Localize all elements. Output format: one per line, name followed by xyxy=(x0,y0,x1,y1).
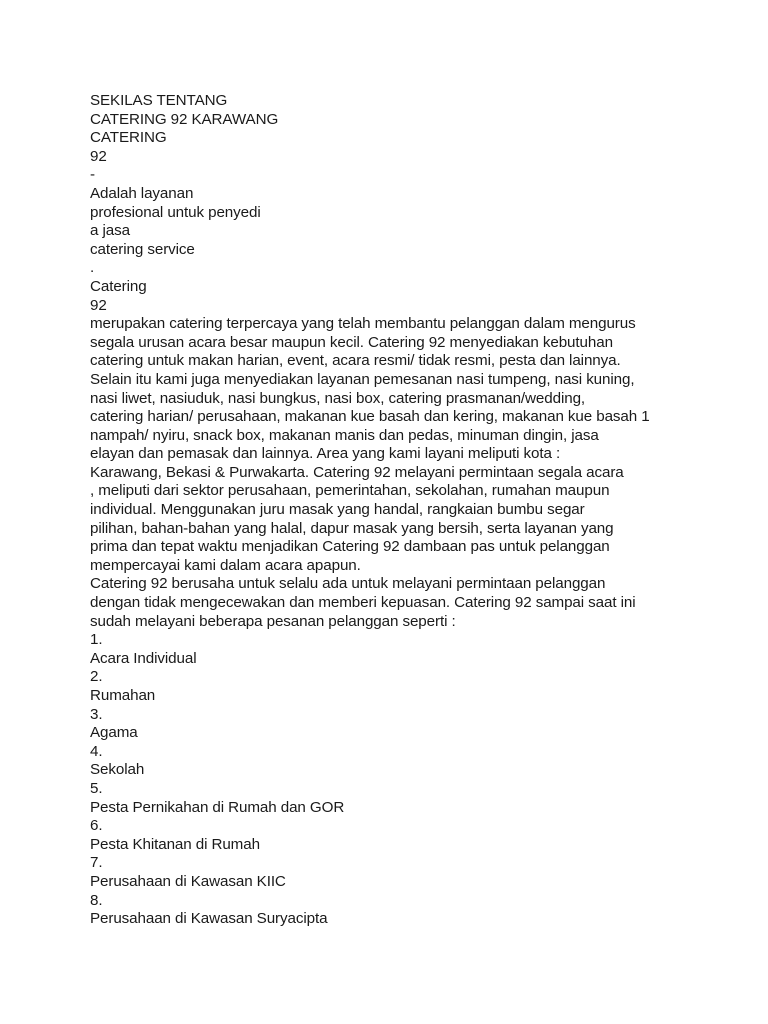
text-line: catering service xyxy=(90,240,195,258)
list-number: 4. xyxy=(90,742,103,760)
text-line: profesional untuk penyedi xyxy=(90,203,261,221)
list-number: 8. xyxy=(90,891,103,909)
paragraph-line: prima dan tepat waktu menjadikan Catering 92 dambaan pas untuk pelanggan xyxy=(90,538,610,556)
text-line: CATERING xyxy=(90,129,167,147)
list-item: Pesta Pernikahan di Rumah dan GOR xyxy=(90,798,345,816)
paragraph-line: catering harian/ perusahaan, makanan kue basah dan kering, makanan kue basah 1 xyxy=(90,408,650,426)
list-number: 1. xyxy=(90,631,103,649)
text-line: Adalah layanan xyxy=(90,184,194,202)
list-number: 5. xyxy=(90,779,103,797)
paragraph-line: Catering 92 berusaha untuk selalu ada untuk melayani permintaan pelanggan xyxy=(90,575,606,593)
paragraph-line: merupakan catering terpercaya yang telah membantu pelanggan dalam mengurus xyxy=(90,315,636,333)
paragraph-line: sudah melayani beberapa pesanan pelanggan seperti : xyxy=(90,612,456,630)
list-number: 3. xyxy=(90,705,103,723)
paragraph-line: pilihan, bahan-bahan yang halal, dapur masak yang bersih, serta layanan yang xyxy=(90,519,614,537)
section-heading: CATERING 92 KARAWANG xyxy=(90,110,279,128)
paragraph-line: , meliputi dari sektor perusahaan, pemerintahan, sekolahan, rumahan maupun xyxy=(90,482,610,500)
paragraph-line: elayan dan pemasak dan lainnya. Area yang kami layani meliputi kota : xyxy=(90,445,561,463)
text-line: . xyxy=(90,259,95,277)
list-item: Perusahaan di Kawasan Suryacipta xyxy=(90,910,328,928)
list-item: Pesta Khitanan di Rumah xyxy=(90,835,260,853)
list-number: 6. xyxy=(90,817,103,835)
text-line: a jasa xyxy=(90,222,130,240)
section-heading: SEKILAS TENTANG xyxy=(90,92,228,109)
document-text xyxy=(90,92,690,929)
text-line: 92 xyxy=(90,147,107,165)
paragraph-line: Karawang, Bekasi & Purwakarta. Catering 92 melayani permintaan segala acara xyxy=(90,463,624,481)
paragraph-line: Selain itu kami juga menyediakan layanan pemesanan nasi tumpeng, nasi kuning, xyxy=(90,370,635,388)
text-line: Catering xyxy=(90,277,147,295)
paragraph-line: dengan tidak mengecewakan dan memberi kepuasan. Catering 92 sampai saat ini xyxy=(90,594,636,612)
paragraph-line: nasi liwet, nasiuduk, nasi bungkus, nasi box, catering prasmanan/wedding, xyxy=(90,389,586,407)
paragraph-line: mempercayai kami dalam acara apapun. xyxy=(90,556,361,574)
paragraph-line: nampah/ nyiru, snack box, makanan manis dan pedas, minuman dingin, jasa xyxy=(90,426,599,444)
list-item: Sekolah xyxy=(90,761,145,779)
list-item: Perusahaan di Kawasan KIIC xyxy=(90,872,286,890)
list-number: 2. xyxy=(90,668,103,686)
text-line: 92 xyxy=(90,296,107,314)
list-item: Acara Individual xyxy=(90,649,197,667)
list-number: 7. xyxy=(90,854,103,872)
text-line: - xyxy=(90,166,95,184)
paragraph-line: individual. Menggunakan juru masak yang handal, rangkaian bumbu segar xyxy=(90,501,585,519)
paragraph-line: catering untuk makan harian, event, acara resmi/ tidak resmi, pesta dan lainnya. xyxy=(90,352,621,370)
paragraph-line: segala urusan acara besar maupun kecil. Catering 92 menyediakan kebutuhan xyxy=(90,333,613,351)
list-item: Agama xyxy=(90,724,138,742)
list-item: Rumahan xyxy=(90,687,156,704)
